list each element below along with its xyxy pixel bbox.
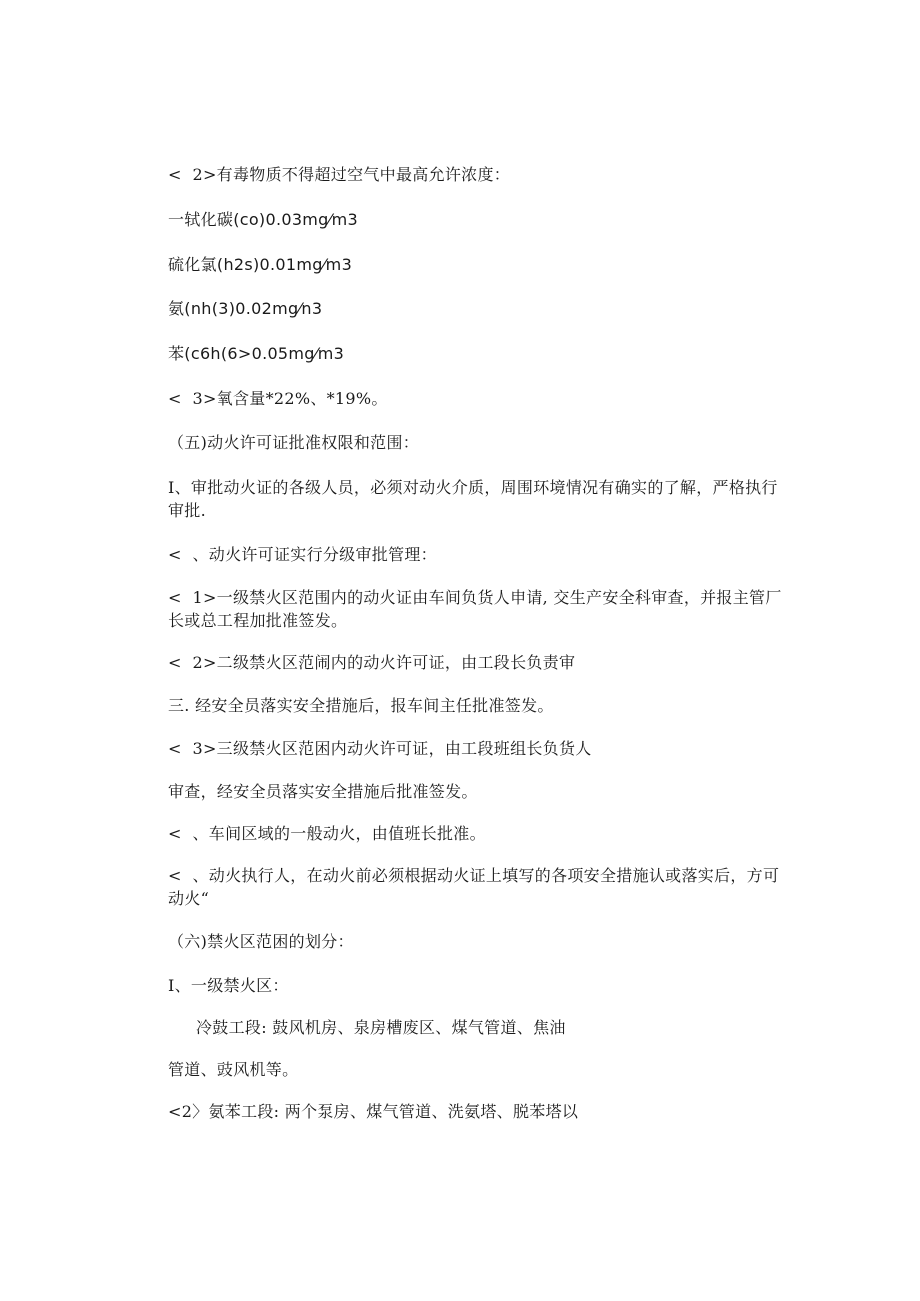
paragraph-co: 一轼化碳(co)0.03mg⁄m3: [168, 210, 358, 229]
paragraph-nh3: 氨(nh(3)0.02mg⁄n3: [168, 299, 323, 318]
paragraph-h2s: 硫化氯(h2s)0.01mg⁄m3: [168, 255, 353, 274]
paragraph-executor: < 、动火执行人，在动火前必须根据动火证上填写的各项安全措施认或落实后，方可动火“: [168, 866, 780, 908]
paragraph-level-one-zone: I、一级禁火区：: [168, 976, 289, 995]
paragraph-ammonia-benzene: <2〉氨苯工段: 两个泵房、煤气管道、洗氨塔、脱苯塔以: [168, 1102, 579, 1121]
paragraph-level-two: < 2>二级禁火区范闹内的动火许可证，由工段长负责审: [168, 653, 576, 672]
paragraph-toxic-limit: < 2>有毒物质不得超过空气中最高允许浓度：: [168, 165, 511, 184]
paragraph-oxygen: < 3>氧含量*22%、*19%。: [168, 389, 388, 408]
section-heading-five: （五)动火许可证批准权限和范围：: [168, 433, 420, 452]
paragraph-cold-drum: 冷鼓工段: 鼓风机房、泉房槽废区、煤气管道、焦油: [196, 1018, 566, 1037]
paragraph-approval-staff: I、审批动火证的各级人员，必须对动火介质，周围环境情况有确实的了解，严格执行审批.: [168, 478, 778, 520]
section-heading-six: （六)禁火区范困的划分：: [168, 932, 354, 951]
paragraph-level-three: < 3>三级禁火区范困内动火许可证，由工段班组长负货人: [168, 739, 592, 758]
paragraph-level-one: < 1>一级禁火区范围内的动火证由车间负货人申请, 交生产安全科审查，并报主管厂长或总工程加批准签发。: [168, 588, 782, 630]
paragraph-level-two-cont: 三. 经安全员落实安全措施后，报车间主任批准签发。: [168, 696, 554, 715]
paragraph-level-three-cont: 审查，经安全员落实安全措施后批准签发。: [168, 782, 478, 801]
paragraph-benzene: 苯(c6h(6>0.05mg⁄m3: [168, 344, 345, 363]
paragraph-graded-approval: < 、动火许可证实行分级审批管理：: [168, 545, 437, 564]
paragraph-pipeline: 管道、豉风机等。: [168, 1060, 299, 1079]
paragraph-general-fire: < 、车间区域的一般动火，由值班长批准。: [168, 824, 486, 843]
